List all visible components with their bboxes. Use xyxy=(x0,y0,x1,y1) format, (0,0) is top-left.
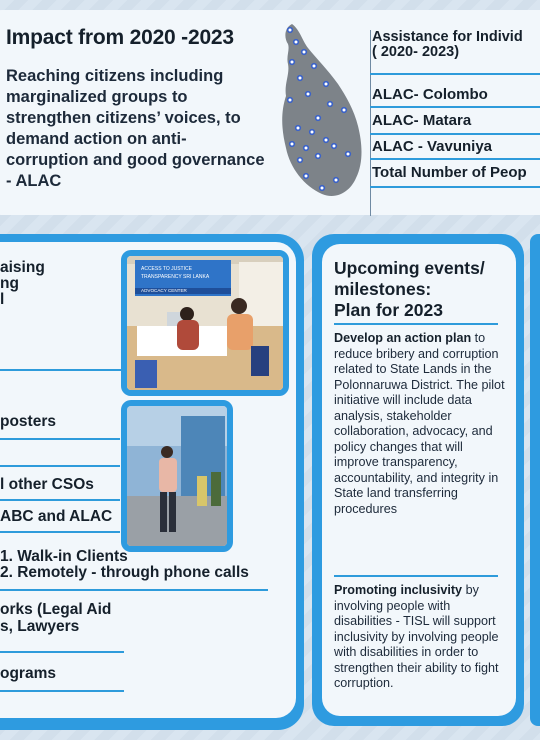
upcoming-title xyxy=(334,258,485,321)
divider-line xyxy=(0,438,120,440)
banner-text: ADVOCACY CENTER xyxy=(141,288,187,293)
assistance-heading-line1: Assistance for Individ xyxy=(372,29,523,45)
alac-colombo: ALAC- Colombo xyxy=(372,86,488,103)
assistance-heading-line2: ( 2020- 2023) xyxy=(372,44,460,60)
banner-text: TRANSPARENCY SRI LANKA xyxy=(141,274,210,280)
consultation-scene-image xyxy=(127,256,283,390)
alac-matara: ALAC- Matara xyxy=(372,112,472,129)
activity-item: ABC and ALAC xyxy=(0,508,113,525)
impact-description: Reaching citizens including marginalized groups to strengthen citizens’ voices, to demand action on anti-corruption and good governance - ALAC xyxy=(6,67,265,190)
upcoming-title-line: Plan for 2023 xyxy=(334,300,443,320)
activity-item: ograms xyxy=(0,665,56,682)
divider-line xyxy=(0,690,124,692)
assistance-heading xyxy=(372,30,523,60)
activity-item: posters xyxy=(0,413,56,430)
divider-line xyxy=(0,465,120,467)
inclusivity-heading: Promoting inclusivity xyxy=(334,583,463,597)
activity-item: aising xyxy=(0,259,45,276)
upcoming-title-line: milestones: xyxy=(334,279,432,299)
inclusivity-text xyxy=(334,583,506,692)
banner-text: ACCESS TO JUSTICE xyxy=(141,266,192,272)
activity-item: l xyxy=(0,291,5,308)
divider-line xyxy=(370,158,540,160)
activity-item: s, Lawyers xyxy=(0,618,80,635)
panel-edge xyxy=(530,234,540,726)
divider-line xyxy=(370,30,371,216)
sri-lanka-map-icon xyxy=(270,22,370,200)
divider-line xyxy=(0,499,120,501)
alac-consultation-photo xyxy=(121,250,289,396)
divider-line xyxy=(334,575,498,577)
divider-line xyxy=(0,651,124,653)
divider-line xyxy=(0,589,268,591)
alac-vavuniya: ALAC - Vavuniya xyxy=(372,138,493,155)
activity-item: ng xyxy=(0,275,19,292)
activity-item: 1. Walk-in Clients xyxy=(0,548,128,565)
divider-line xyxy=(334,323,498,325)
divider-line xyxy=(0,369,130,371)
divider-line xyxy=(370,186,540,188)
activity-item: orks (Legal Aid xyxy=(0,601,112,618)
inclusivity-body: by involving people with disabilities - TISL will support inclusivity by involving people with disabilities in order to strengthen their ability to fight corruption. xyxy=(334,583,499,690)
action-plan-heading: Develop an action plan xyxy=(334,331,472,345)
walkin-scene-image xyxy=(127,406,227,546)
divider-line xyxy=(370,133,540,135)
action-plan-text xyxy=(334,331,506,517)
divider-line xyxy=(0,531,120,533)
upcoming-title-line: Upcoming events/ xyxy=(334,258,485,278)
total-people: Total Number of Peop xyxy=(372,164,527,181)
impact-title: Impact from 2020 -2023 xyxy=(6,26,234,49)
activity-item: 2. Remotely - through phone calls xyxy=(0,564,249,581)
action-plan-body: to reduce bribery and corruption related to State Lands in the Polonnaruwa District. The pilot initiative will include data analysis, stakeholder collaboration, advocacy, and policy changes that will improve transparency, accountability, and integrity in State land transferring procedures xyxy=(334,331,505,516)
activity-item: l other CSOs xyxy=(0,476,94,493)
divider-line xyxy=(370,73,540,75)
alac-walkin-photo xyxy=(121,400,233,552)
divider-line xyxy=(370,106,540,108)
